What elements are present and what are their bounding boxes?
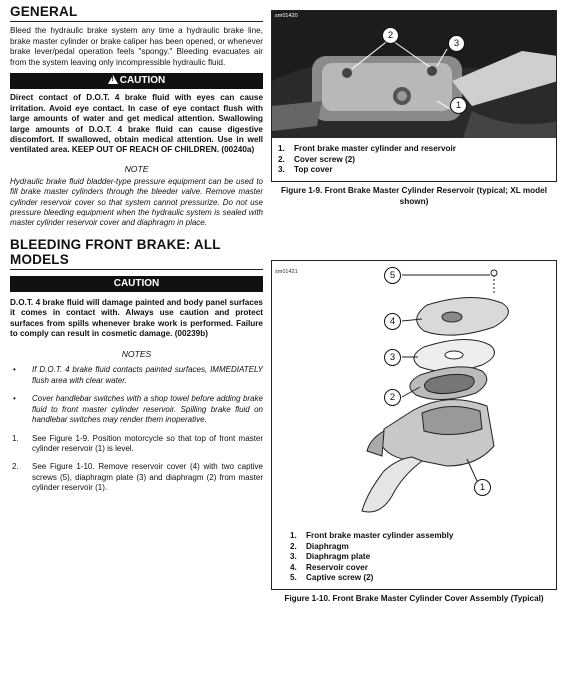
cover-assembly-diagram — [272, 261, 558, 521]
warning-triangle-icon: ! — [108, 75, 118, 84]
callout-2: 2 — [382, 27, 399, 44]
legend-item: 4. Reservoir cover — [290, 562, 368, 572]
legend-item: 3. Top cover — [278, 165, 333, 175]
caution-label: CAUTION — [113, 277, 160, 289]
figure-1-9-caption: Figure 1-9. Front Brake Master Cylinder Reservoir (typical; XL model shown) — [280, 186, 548, 206]
bullet-icon: • — [13, 365, 16, 375]
legend-item: 3. Diaphragm plate — [290, 552, 371, 562]
list-item: • If D.O.T. 4 brake fluid contacts painted surfaces, IMMEDIATELY flush area with clear water. — [13, 365, 263, 385]
bleeding-heading: BLEEDING FRONT BRAKE: ALL MODELS — [10, 237, 263, 270]
figure-1-9 — [271, 10, 557, 182]
master-cylinder-photo — [272, 11, 557, 141]
general-body: Bleed the hydraulic brake system any time a hydraulic brake line, brake master cylinder or brake caliper has been opened, or whenever brake lever/pedal operation feels "spongy." Bleeding evacuates air from the system leaving only incompressible hydraulic fluid. — [10, 26, 263, 67]
caution-banner — [10, 73, 263, 89]
legend-item: 2. Cover screw (2) — [278, 154, 355, 164]
caution-banner-2 — [10, 276, 263, 292]
steps-list — [10, 434, 263, 494]
notes-title: NOTES — [121, 349, 152, 360]
figure-1-10 — [271, 260, 557, 590]
legend-item: 2. Diaphragm — [290, 541, 349, 551]
figure-legend — [290, 531, 453, 584]
caution-label: CAUTION — [119, 75, 166, 87]
notes-list — [10, 365, 263, 425]
callout-2: 2 — [384, 389, 401, 406]
callout-3: 3 — [384, 349, 401, 366]
figure-legend — [278, 144, 456, 176]
callout-3: 3 — [448, 35, 465, 52]
step-item: 1. See Figure 1-9. Position motorcycle so that top of front master cylinder reservoir (1) is level. — [12, 433, 263, 453]
callout-1: 1 — [474, 479, 491, 496]
callout-1: 1 — [450, 97, 467, 114]
list-item: • Cover handlebar switches with a shop towel before adding brake fluid to front master cylinder reservoir. Spilling brake fluid on handlebar switches may render them inoperative. — [13, 394, 263, 425]
caution-text-2: D.O.T. 4 brake fluid will damage painted and body panel surfaces it comes in contact with. Always use caution and protect surfaces from spills whenever brake work is performed. Failure to comply can result in cosmetic damage. (00239b) — [10, 297, 263, 339]
legend-item: 5. Captive screw (2) — [290, 573, 374, 583]
general-heading: GENERAL — [10, 4, 263, 22]
figure-id: sm01420 — [275, 13, 298, 19]
callout-4: 4 — [384, 313, 401, 330]
callout-5: 5 — [384, 267, 401, 284]
figure-1-10-caption: Figure 1-10. Front Brake Master Cylinder Cover Assembly (Typical) — [284, 594, 544, 603]
caution-text: Direct contact of D.O.T. 4 brake fluid with eyes can cause irritation. Avoid eye contact. In case of eye contact flush with large amounts of water and get medical attention. Swallowing large amounts of D.O.T. 4 brake fluid can cause digestive discomfort. If swallowed, obtain medical attention. Use in well ventilated area. KEEP OUT OF REACH OF CHILDREN. (00240a) — [10, 93, 263, 155]
legend-item: 1. Front brake master cylinder and reservoir — [278, 144, 456, 153]
step-item: 2. See Figure 1-10. Remove reservoir cover (4) with two captive screws (5), diaphragm plate (3) and diaphragm (2) from master cylinder reservoir (1). — [12, 462, 263, 493]
note-text: Hydraulic brake fluid bladder-type pressure equipment can be used to fill brake master cylinders through the bleeder valve. Remove master cylinder reservoir cover so that system cannot pressurize. Do not use pressure bleeding equipment when the hydraulic system is sealed with master cylinder reservoir cover and diaphragm in place. — [10, 176, 263, 228]
bullet-icon: • — [13, 394, 16, 404]
left-column — [10, 4, 263, 502]
figure-id: sm01421 — [275, 269, 298, 275]
note-title: NOTE — [124, 163, 149, 174]
legend-item: 1. Front brake master cylinder assembly — [290, 531, 454, 540]
